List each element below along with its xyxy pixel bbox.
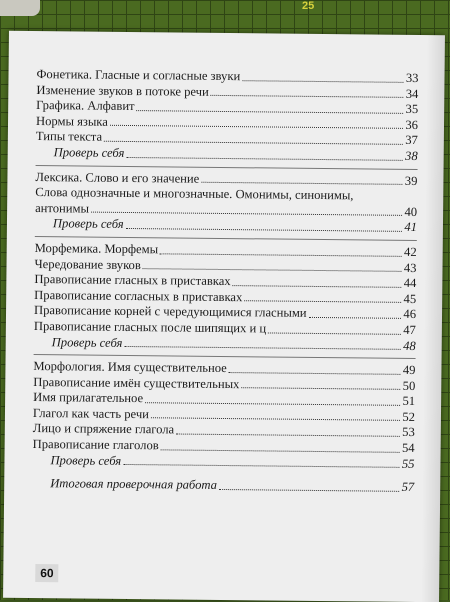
toc-entry-title: Типы текста (35, 129, 103, 145)
toc-entry-title: Фонетика. Гласные и согласные звуки (36, 67, 241, 84)
toc-entry-page: 44 (403, 276, 417, 291)
toc-entry-page: 41 (404, 220, 418, 235)
toc-entry-page: 38 (405, 148, 418, 163)
toc-entry-page: 43 (403, 260, 417, 275)
toc-entry (34, 335, 416, 355)
toc-entry-page: 36 (405, 117, 419, 132)
toc-entry-title: Правописание гласных в приставках (34, 272, 231, 289)
dot-leader (233, 285, 402, 288)
toc-entry-title: Морфемика. Морфемы (34, 240, 159, 257)
dot-leader (244, 301, 401, 304)
toc-entry-page: 42 (404, 244, 417, 259)
toc-entry-title: Проверь себя (53, 145, 125, 160)
toc-entry-page: 45 (403, 291, 417, 306)
toc-entry-title: Правописание имён существительных (33, 374, 240, 391)
page-number: 60 (35, 564, 59, 582)
toc-entry (36, 145, 418, 165)
toc-entry-title: Правописание гласных после шипящих и ц (33, 318, 267, 336)
dot-leader (242, 80, 404, 83)
toc-entry-title: Проверь себя (51, 334, 123, 350)
dot-leader (126, 228, 403, 232)
dot-leader (126, 157, 403, 161)
toc-entry-title: Глагол как часть речи (32, 405, 150, 422)
section-divider (34, 354, 416, 359)
toc-entry-title: Изменение звуков в потоке речи (36, 82, 209, 99)
dot-leader (161, 449, 400, 453)
toc-entry (35, 216, 417, 236)
toc-entry-page: 47 (403, 322, 416, 337)
toc-entry-page: 54 (401, 440, 415, 456)
dot-leader (241, 387, 400, 390)
toc-entry-page: 39 (404, 173, 418, 188)
dot-leader (137, 110, 404, 114)
section-divider (36, 165, 418, 170)
toc-entry-title: Правописание согласных в приставках (34, 287, 243, 304)
toc-entry (32, 476, 414, 496)
toc-entry-page: 51 (402, 394, 416, 409)
toc-entry-title: Правописание корней с чередующимися гласными (33, 303, 307, 321)
mat-ruler-number: 25 (302, 0, 315, 12)
toc-entry-title: Морфология. Имя существительное (33, 359, 227, 376)
toc-entry-title: Нормы языка (35, 113, 108, 129)
dot-leader (268, 332, 401, 334)
dot-leader (145, 402, 400, 406)
toc-entry-title: Лексика. Слово и его значение (35, 169, 200, 186)
toc-entry-title: Лицо и спряжение глагола (32, 421, 175, 437)
toc-entry-page: 52 (402, 409, 416, 424)
book-page (3, 31, 445, 602)
dot-leader (143, 268, 402, 272)
dot-leader (160, 253, 402, 257)
toc-entry-page: 34 (405, 86, 419, 101)
dot-leader (229, 372, 401, 375)
toc-entry-title: Проверь себя (52, 216, 124, 232)
toc-entry-page: 48 (403, 338, 416, 353)
dot-leader (123, 464, 400, 468)
dot-leader (309, 317, 402, 319)
dot-leader (151, 418, 400, 422)
dot-leader (211, 95, 404, 98)
toc-entry-title: Правописание глаголов (32, 437, 159, 453)
dot-leader (91, 212, 403, 216)
toc-entry-continued: Слова однозначные и многозначные. Омонимы, синонимы, (35, 185, 354, 203)
dot-leader (176, 434, 400, 437)
toc-entry-page: 33 (405, 70, 419, 86)
toc-entry-page: 50 (402, 378, 416, 393)
toc-entry-page: 53 (402, 425, 415, 440)
desk-object (0, 0, 40, 16)
toc-entry-title: Имя прилагательное (33, 390, 144, 406)
toc-entry-page: 35 (405, 102, 419, 117)
toc-entry-title: Итоговая проверочная работа (50, 476, 218, 493)
dot-leader (110, 125, 404, 129)
dot-leader (201, 182, 403, 185)
dot-leader (124, 346, 401, 350)
toc-entry-title: Чередование звуков (34, 256, 141, 272)
dot-leader (219, 489, 400, 492)
toc-entry-page: 49 (402, 362, 416, 378)
toc-entry-title: антонимы (35, 200, 90, 216)
dot-leader (104, 141, 403, 145)
toc-entry-page: 55 (401, 456, 415, 471)
table-of-contents (32, 67, 418, 496)
toc-entry-title: Графика. Алфавит (36, 98, 135, 114)
toc-entry-page: 37 (405, 133, 418, 148)
toc-entry-page: 57 (401, 480, 415, 495)
toc-entry-page: 40 (404, 204, 418, 219)
toc-entry-title: Проверь себя (50, 452, 122, 468)
section-divider (35, 236, 417, 241)
toc-entry-page: 46 (403, 307, 417, 322)
